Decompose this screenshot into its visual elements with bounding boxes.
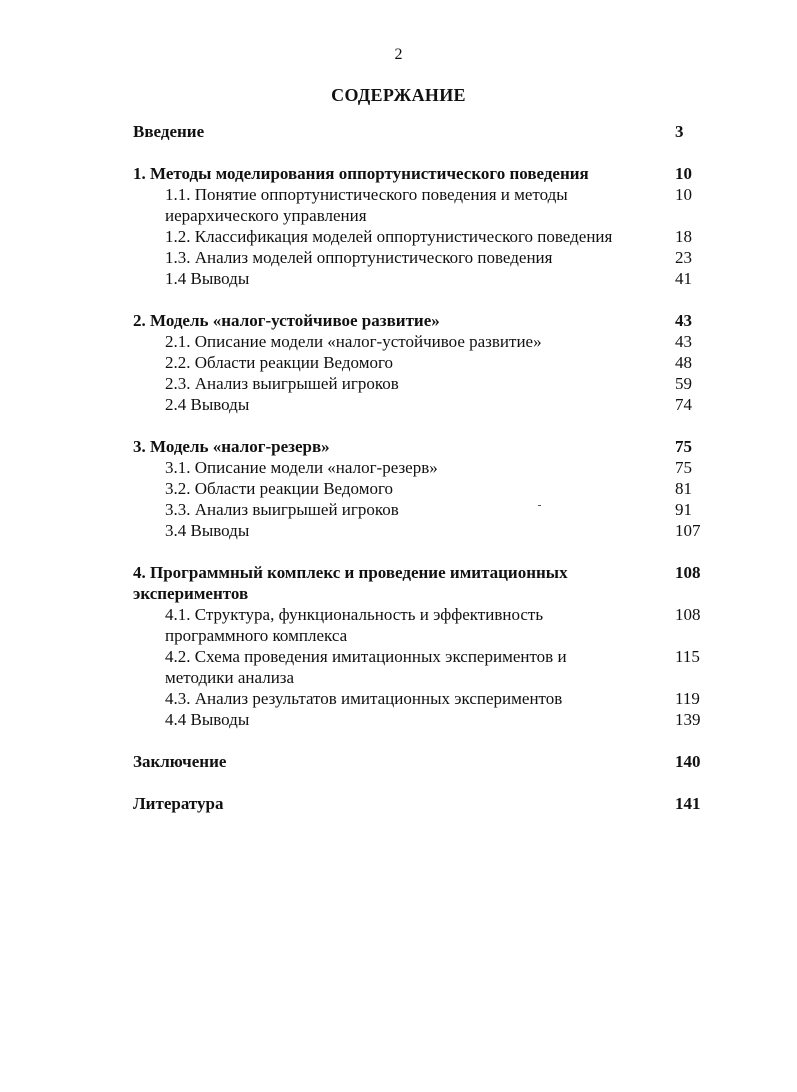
toc-entry-label: 1.4 Выводы: [165, 269, 250, 288]
toc-entry-label: 4.1. Структура, функциональность и эффективность: [165, 605, 544, 624]
page-title: СОДЕРЖАНИЕ: [331, 85, 466, 105]
toc-entry-label: 1. Методы моделирования оппортунистического поведения: [133, 164, 589, 183]
toc-section-4-2[interactable]: [133, 646, 713, 667]
toc-entry-literature[interactable]: [133, 793, 713, 814]
toc-entry-label: 4.3. Анализ результатов имитационных экспериментов: [165, 689, 563, 708]
toc-entry-page: 141: [675, 794, 701, 813]
toc-entry-page: 119: [675, 689, 700, 708]
toc-entry-page: 108: [675, 563, 701, 582]
toc-section-2-4[interactable]: [133, 394, 713, 415]
toc-entry-label: 4.4 Выводы: [165, 710, 250, 729]
toc-section-4-4[interactable]: [133, 709, 713, 730]
toc-entry-page: 139: [675, 710, 701, 729]
toc-entry-label: 2.1. Описание модели «налог-устойчивое развитие»: [165, 332, 542, 351]
toc-entry-page: 75: [675, 458, 692, 477]
toc-chapter-2[interactable]: [133, 310, 713, 331]
toc-chapter-4-continued[interactable]: [133, 583, 713, 604]
toc-entry-label: 2. Модель «налог-устойчивое развитие»: [133, 311, 440, 330]
toc-entry-page: 75: [675, 437, 692, 456]
toc-entry-label: Литература: [133, 794, 224, 813]
toc-section-3-2[interactable]: [133, 478, 713, 499]
toc-chapter-3[interactable]: [133, 436, 713, 457]
toc-entry-label: методики анализа: [165, 668, 295, 687]
toc-entry-label: 1.1. Понятие оппортунистического поведения и методы: [165, 185, 568, 204]
toc-entry-label: 3. Модель «налог-резерв»: [133, 437, 330, 456]
toc-section-2-1[interactable]: [133, 331, 713, 352]
toc-entry-page: 140: [675, 752, 701, 771]
toc-entry-page: 10: [675, 164, 692, 183]
toc-entry-page: 48: [675, 353, 692, 372]
toc-section-2-2[interactable]: [133, 352, 713, 373]
toc-entry-conclusion[interactable]: [133, 751, 713, 772]
toc-entry-label: 2.2. Области реакции Ведомого: [165, 353, 393, 372]
toc-chapter-4[interactable]: [133, 562, 713, 583]
toc-entry-page: 115: [675, 647, 700, 666]
toc-entry-page: 41: [675, 269, 692, 288]
toc-entry-intro[interactable]: [133, 121, 713, 142]
toc-entry-page: 81: [675, 479, 692, 498]
toc-entry-label: Заключение: [133, 752, 227, 771]
toc-entry-label: 3.2. Области реакции Ведомого: [165, 479, 393, 498]
toc-entry-label: 4.2. Схема проведения имитационных экспериментов и: [165, 647, 567, 666]
toc-section-3-4[interactable]: [133, 520, 713, 541]
toc-entry-page: 108: [675, 605, 701, 624]
toc-entry-page: 59: [675, 374, 692, 393]
toc-section-3-1[interactable]: [133, 457, 713, 478]
toc-entry-label: 3.1. Описание модели «налог-резерв»: [165, 458, 438, 477]
toc-entry-label: 4. Программный комплекс и проведение имитационных: [133, 563, 568, 582]
scan-speck: [538, 505, 541, 506]
toc-entry-page: 107: [675, 521, 701, 540]
toc-entry-label: Введение: [133, 122, 205, 141]
toc-chapter-1[interactable]: [133, 163, 713, 184]
toc-section-1-3[interactable]: [133, 247, 713, 268]
toc-entry-page: 23: [675, 248, 692, 267]
toc-entry-label: иерархического управления: [165, 206, 367, 225]
toc-section-4-1[interactable]: [133, 604, 713, 625]
toc-entry-label: программного комплекса: [165, 626, 348, 645]
toc-entry-page: 3: [675, 122, 684, 141]
table-of-contents: [133, 121, 713, 814]
toc-entry-label: 2.3. Анализ выигрышей игроков: [165, 374, 399, 393]
toc-section-4-3[interactable]: [133, 688, 713, 709]
toc-section-4-1-continued[interactable]: [133, 625, 713, 646]
toc-entry-page: 91: [675, 500, 692, 519]
toc-section-3-3[interactable]: [133, 499, 713, 520]
toc-entry-label: 2.4 Выводы: [165, 395, 250, 414]
toc-section-1-2[interactable]: [133, 226, 713, 247]
page-number: 2: [394, 46, 403, 63]
toc-entry-page: 18: [675, 227, 692, 246]
toc-section-2-3[interactable]: [133, 373, 713, 394]
toc-entry-page: 10: [675, 185, 692, 204]
toc-entry-label: 3.4 Выводы: [165, 521, 250, 540]
toc-entry-page: 74: [675, 395, 692, 414]
toc-entry-page: 43: [675, 311, 692, 330]
toc-section-4-2-continued[interactable]: [133, 667, 713, 688]
toc-section-1-1-continued[interactable]: [133, 205, 713, 226]
toc-entry-label: 1.2. Классификация моделей оппортунистического поведения: [165, 227, 613, 246]
toc-entry-page: 43: [675, 332, 692, 351]
toc-entry-label: экспериментов: [133, 584, 249, 603]
toc-section-1-1[interactable]: [133, 184, 713, 205]
toc-section-1-4[interactable]: [133, 268, 713, 289]
toc-entry-label: 3.3. Анализ выигрышей игроков: [165, 500, 399, 519]
toc-entry-label: 1.3. Анализ моделей оппортунистического поведения: [165, 248, 553, 267]
